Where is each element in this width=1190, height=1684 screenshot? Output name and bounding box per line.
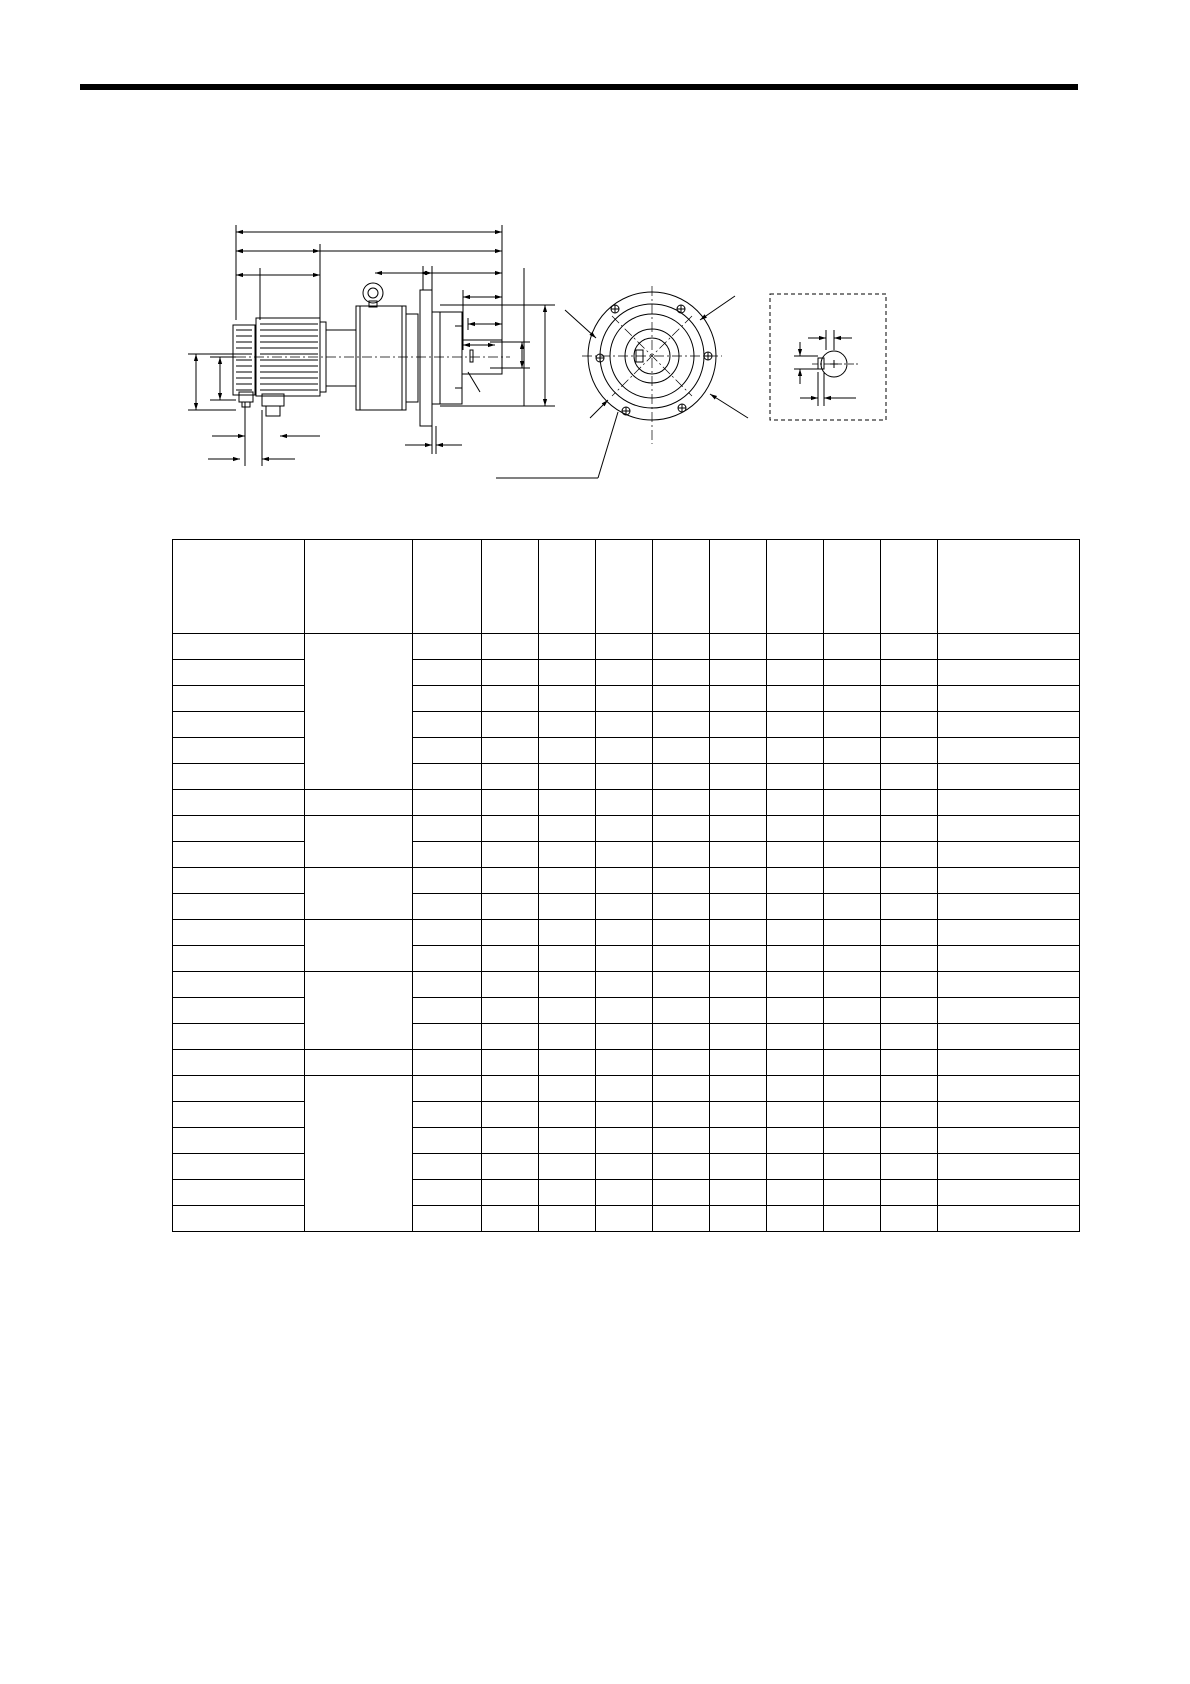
table-cell	[653, 1076, 710, 1102]
table-cell	[881, 712, 938, 738]
table-cell	[173, 946, 305, 972]
table-cell	[539, 660, 596, 686]
header-cell	[653, 540, 710, 634]
table-row	[173, 1050, 1080, 1076]
table-cell	[767, 660, 824, 686]
table-cell	[173, 868, 305, 894]
motor-side-view	[188, 225, 555, 466]
table-cell	[824, 1024, 881, 1050]
table-cell	[767, 894, 824, 920]
table-cell	[482, 1206, 539, 1232]
table-cell	[653, 972, 710, 998]
table-cell	[824, 868, 881, 894]
table-cell	[881, 1024, 938, 1050]
table-cell	[710, 790, 767, 816]
table-cell	[824, 790, 881, 816]
table-cell	[539, 998, 596, 1024]
table-cell	[881, 634, 938, 660]
table-cell	[881, 660, 938, 686]
table-cell	[824, 998, 881, 1024]
table-cell	[653, 1102, 710, 1128]
table-cell	[482, 790, 539, 816]
table-cell	[938, 816, 1080, 842]
table-cell	[539, 946, 596, 972]
table-cell	[482, 1180, 539, 1206]
motor-front-view	[496, 286, 748, 478]
table-cell	[482, 634, 539, 660]
table-cell	[596, 972, 653, 998]
table-cell	[482, 1050, 539, 1076]
table-cell	[767, 790, 824, 816]
table-row	[173, 920, 1080, 946]
table-cell	[881, 790, 938, 816]
table-cell	[413, 712, 482, 738]
table-cell	[767, 764, 824, 790]
table-cell	[482, 972, 539, 998]
table-cell	[881, 920, 938, 946]
table-cell	[938, 1076, 1080, 1102]
table-cell	[413, 842, 482, 868]
table-cell	[881, 1154, 938, 1180]
table-cell	[539, 1076, 596, 1102]
table-cell	[824, 1180, 881, 1206]
table-cell	[413, 1050, 482, 1076]
table-cell	[824, 764, 881, 790]
table-cell	[767, 1180, 824, 1206]
header-cell	[539, 540, 596, 634]
table-cell	[596, 660, 653, 686]
table-cell	[482, 1076, 539, 1102]
table-cell	[881, 686, 938, 712]
table-cell	[482, 998, 539, 1024]
table-cell	[710, 1076, 767, 1102]
table-cell	[938, 868, 1080, 894]
table-cell	[173, 1128, 305, 1154]
table-cell	[413, 634, 482, 660]
table-cell	[710, 660, 767, 686]
table-cell	[938, 894, 1080, 920]
table-cell-group	[305, 920, 413, 972]
table-cell	[824, 1128, 881, 1154]
table-cell	[413, 1180, 482, 1206]
table-cell	[767, 712, 824, 738]
table-cell	[653, 842, 710, 868]
table-cell	[413, 686, 482, 712]
table-cell	[710, 842, 767, 868]
table-cell	[710, 1024, 767, 1050]
table-cell	[413, 738, 482, 764]
table-cell	[653, 660, 710, 686]
table-cell	[938, 686, 1080, 712]
table-cell	[824, 1154, 881, 1180]
table-cell	[173, 920, 305, 946]
table-cell	[173, 894, 305, 920]
table-cell	[881, 1050, 938, 1076]
table-cell	[938, 790, 1080, 816]
table-cell	[539, 816, 596, 842]
table-cell	[596, 842, 653, 868]
table-cell	[710, 1102, 767, 1128]
table-cell	[824, 738, 881, 764]
table-cell	[596, 686, 653, 712]
table-cell	[596, 764, 653, 790]
table-row	[173, 868, 1080, 894]
table-cell	[482, 764, 539, 790]
table-cell	[413, 998, 482, 1024]
table-cell	[173, 1206, 305, 1232]
table-cell	[413, 1206, 482, 1232]
table-cell	[653, 1154, 710, 1180]
table-cell	[653, 816, 710, 842]
table-cell	[173, 712, 305, 738]
table-cell	[938, 764, 1080, 790]
table-cell	[413, 868, 482, 894]
table-cell	[938, 660, 1080, 686]
table-cell	[482, 712, 539, 738]
table-cell	[596, 1180, 653, 1206]
table-cell	[938, 1128, 1080, 1154]
table-cell	[824, 660, 881, 686]
table-cell	[482, 660, 539, 686]
table-cell	[767, 972, 824, 998]
table-cell	[653, 1128, 710, 1154]
header-cell	[881, 540, 938, 634]
table-cell	[938, 998, 1080, 1024]
table-cell	[596, 790, 653, 816]
table-cell	[482, 1024, 539, 1050]
table-cell	[653, 894, 710, 920]
table-cell	[173, 660, 305, 686]
table-cell	[881, 1180, 938, 1206]
table-cell	[767, 868, 824, 894]
table-cell	[539, 1050, 596, 1076]
table-cell	[653, 634, 710, 660]
dimension-table	[172, 539, 1080, 1232]
table-cell	[653, 790, 710, 816]
table-cell	[173, 738, 305, 764]
table-cell	[881, 1206, 938, 1232]
table-cell	[710, 764, 767, 790]
table-cell	[539, 894, 596, 920]
table-cell	[881, 998, 938, 1024]
table-cell	[881, 842, 938, 868]
table-cell	[173, 1154, 305, 1180]
table-cell	[482, 894, 539, 920]
table-cell	[539, 920, 596, 946]
table-cell	[596, 868, 653, 894]
table-cell	[413, 816, 482, 842]
table-cell	[539, 972, 596, 998]
table-cell	[881, 1128, 938, 1154]
table-cell	[881, 738, 938, 764]
table-cell	[539, 634, 596, 660]
table-row	[173, 816, 1080, 842]
table-cell	[824, 1102, 881, 1128]
header-cell	[710, 540, 767, 634]
table-header-row	[173, 540, 1080, 634]
table-cell	[482, 738, 539, 764]
table-cell	[767, 1154, 824, 1180]
table-cell	[938, 920, 1080, 946]
table-cell	[596, 1076, 653, 1102]
table-cell	[173, 1102, 305, 1128]
table-cell	[710, 686, 767, 712]
table-cell	[824, 1050, 881, 1076]
table-cell	[767, 1206, 824, 1232]
table-cell	[539, 868, 596, 894]
table-cell	[413, 946, 482, 972]
table-cell	[824, 842, 881, 868]
table-cell-group	[305, 816, 413, 868]
table-cell	[938, 1180, 1080, 1206]
table-cell	[173, 1024, 305, 1050]
table-cell	[173, 1076, 305, 1102]
table-cell	[767, 686, 824, 712]
table-cell	[881, 972, 938, 998]
table-cell	[653, 1050, 710, 1076]
table-cell	[539, 738, 596, 764]
table-cell-group	[305, 1050, 413, 1076]
table-cell	[653, 868, 710, 894]
table-cell	[413, 1102, 482, 1128]
table-cell	[710, 634, 767, 660]
table-cell	[938, 712, 1080, 738]
table-cell	[653, 946, 710, 972]
table-cell	[596, 816, 653, 842]
header-cell	[173, 540, 305, 634]
table-cell	[539, 1128, 596, 1154]
table-cell	[710, 868, 767, 894]
table-cell	[881, 1076, 938, 1102]
table-cell	[824, 946, 881, 972]
table-cell	[710, 1154, 767, 1180]
table-cell	[938, 972, 1080, 998]
table-cell	[482, 686, 539, 712]
table-cell	[767, 816, 824, 842]
shaft-end-detail	[770, 294, 886, 420]
header-cell	[824, 540, 881, 634]
table-cell	[482, 868, 539, 894]
table-cell	[938, 1102, 1080, 1128]
table-cell	[482, 1154, 539, 1180]
table-cell-group	[305, 868, 413, 920]
table-cell	[482, 1128, 539, 1154]
table-cell	[596, 920, 653, 946]
header-cell	[413, 540, 482, 634]
table-cell	[539, 712, 596, 738]
header-cell	[938, 540, 1080, 634]
table-cell	[596, 634, 653, 660]
table-cell	[413, 894, 482, 920]
table-cell	[653, 1024, 710, 1050]
table-cell	[539, 842, 596, 868]
table-cell	[413, 1076, 482, 1102]
table-cell	[413, 1024, 482, 1050]
header-cell	[482, 540, 539, 634]
table-cell	[482, 842, 539, 868]
table-cell	[767, 842, 824, 868]
table-cell	[710, 1128, 767, 1154]
table-cell	[173, 842, 305, 868]
table-cell	[653, 1180, 710, 1206]
table-cell	[710, 1050, 767, 1076]
table-cell	[596, 1102, 653, 1128]
table-cell	[824, 634, 881, 660]
table-cell	[482, 816, 539, 842]
table-cell	[539, 1024, 596, 1050]
table-cell-group	[305, 1076, 413, 1232]
header-cell	[767, 540, 824, 634]
table-cell	[539, 1180, 596, 1206]
table-cell	[539, 764, 596, 790]
table-cell	[710, 998, 767, 1024]
table-cell	[938, 634, 1080, 660]
table-cell	[413, 1154, 482, 1180]
table-row	[173, 972, 1080, 998]
table-cell	[710, 738, 767, 764]
dimension-drawing	[0, 0, 1190, 540]
table-cell	[824, 1076, 881, 1102]
table-cell	[539, 686, 596, 712]
table-cell	[653, 764, 710, 790]
table-cell	[938, 842, 1080, 868]
table-cell	[596, 712, 653, 738]
table-cell	[173, 686, 305, 712]
table-cell	[881, 868, 938, 894]
table-cell	[413, 972, 482, 998]
table-cell	[710, 972, 767, 998]
table-cell	[938, 1050, 1080, 1076]
table-cell	[710, 1180, 767, 1206]
table-cell	[710, 712, 767, 738]
table-cell	[653, 686, 710, 712]
table-cell	[173, 1050, 305, 1076]
table-cell	[881, 894, 938, 920]
table-cell	[596, 1050, 653, 1076]
table-cell	[596, 946, 653, 972]
table-row	[173, 634, 1080, 660]
table-cell	[653, 738, 710, 764]
table-cell-group	[305, 790, 413, 816]
table-body	[173, 634, 1080, 1232]
table-cell	[173, 764, 305, 790]
table-cell	[938, 1024, 1080, 1050]
table-cell	[881, 1102, 938, 1128]
table-cell	[482, 1102, 539, 1128]
table-cell	[596, 738, 653, 764]
table-cell	[539, 1102, 596, 1128]
table-cell	[596, 1154, 653, 1180]
table-cell	[938, 738, 1080, 764]
table-cell	[173, 790, 305, 816]
table-cell	[824, 712, 881, 738]
table-cell	[824, 920, 881, 946]
header-cell	[305, 540, 413, 634]
table-cell	[653, 920, 710, 946]
table-cell	[710, 1206, 767, 1232]
table-cell	[539, 1154, 596, 1180]
table-cell	[482, 920, 539, 946]
table-cell	[596, 1206, 653, 1232]
table-cell	[767, 998, 824, 1024]
table-cell	[767, 946, 824, 972]
table-cell	[710, 946, 767, 972]
table-cell-group	[305, 972, 413, 1050]
table-cell	[596, 1128, 653, 1154]
table-cell	[413, 660, 482, 686]
table-cell	[938, 946, 1080, 972]
table-cell	[881, 946, 938, 972]
table-cell	[173, 998, 305, 1024]
table-cell	[173, 972, 305, 998]
table-cell-group	[305, 634, 413, 790]
table-cell	[938, 1154, 1080, 1180]
table-cell	[824, 1206, 881, 1232]
table-cell	[767, 920, 824, 946]
table-cell	[824, 894, 881, 920]
table-cell	[653, 998, 710, 1024]
table-cell	[767, 1128, 824, 1154]
table-cell	[413, 790, 482, 816]
table-row	[173, 790, 1080, 816]
table-cell	[710, 920, 767, 946]
table-cell	[413, 1128, 482, 1154]
table-cell	[710, 894, 767, 920]
table-cell	[824, 972, 881, 998]
table-cell	[881, 764, 938, 790]
table-cell	[653, 1206, 710, 1232]
table-cell	[767, 1050, 824, 1076]
table-cell	[173, 816, 305, 842]
table-cell	[596, 1024, 653, 1050]
table-row	[173, 1076, 1080, 1102]
table-cell	[767, 1024, 824, 1050]
table-cell	[596, 894, 653, 920]
table-cell	[482, 946, 539, 972]
table-cell	[413, 764, 482, 790]
table-cell	[767, 738, 824, 764]
table-cell	[173, 634, 305, 660]
header-cell	[596, 540, 653, 634]
table-cell	[413, 920, 482, 946]
table-cell	[938, 1206, 1080, 1232]
table-cell	[173, 1180, 305, 1206]
table-cell	[767, 1102, 824, 1128]
table-cell	[710, 816, 767, 842]
table-cell	[539, 790, 596, 816]
table-cell	[596, 998, 653, 1024]
table-cell	[539, 1206, 596, 1232]
table-cell	[767, 634, 824, 660]
table-cell	[653, 712, 710, 738]
table-cell	[824, 686, 881, 712]
table-cell	[767, 1076, 824, 1102]
table-cell	[881, 816, 938, 842]
table-cell	[824, 816, 881, 842]
